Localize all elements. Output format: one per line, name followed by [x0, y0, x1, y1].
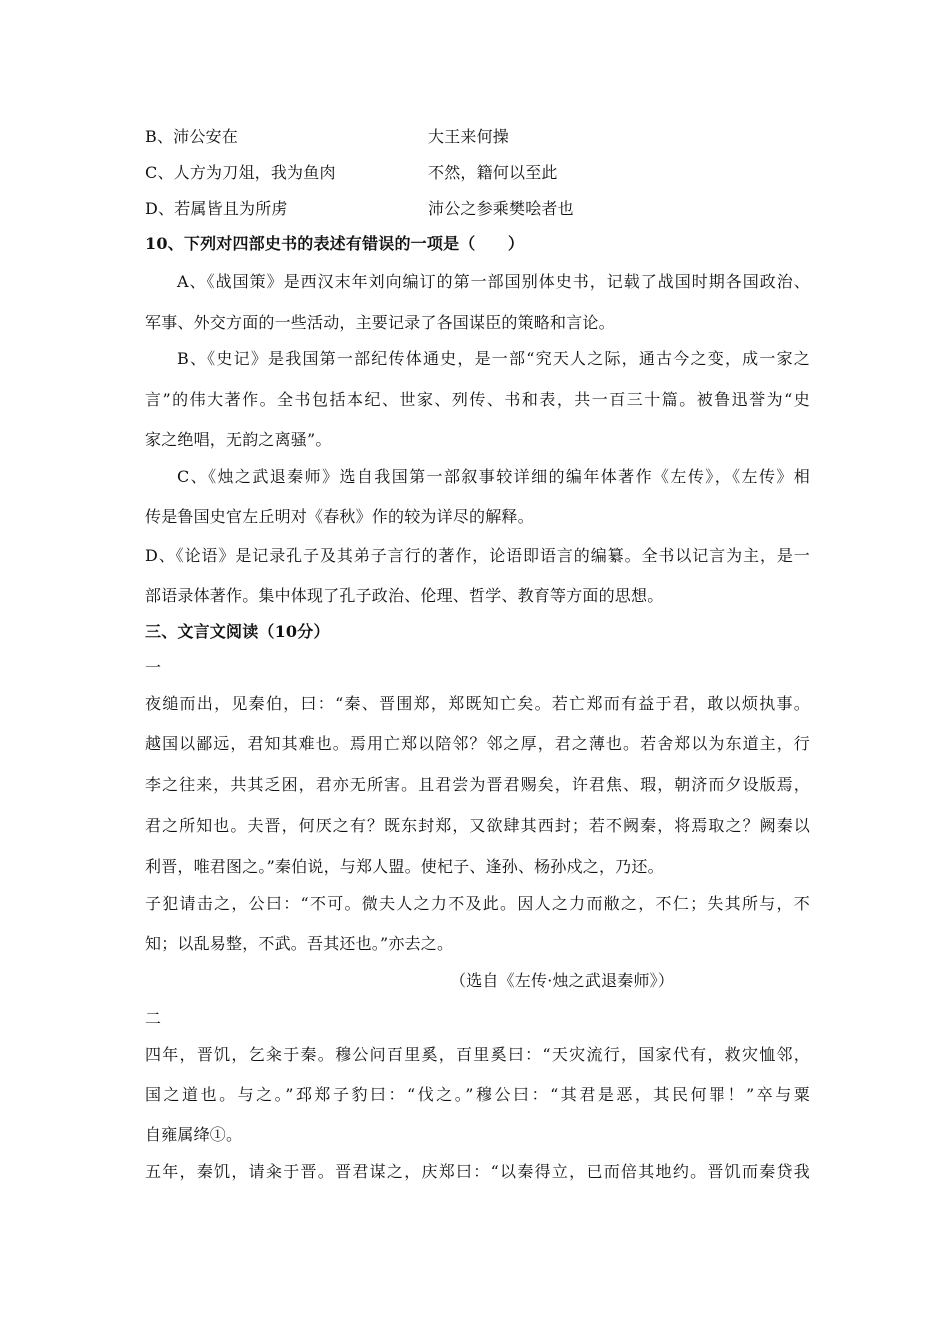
passage-1-p2-line-2: 知；以乱易整，不武。吾其还也。”亦去之。: [145, 934, 454, 953]
q9-option-c-row: [145, 163, 810, 183]
passage-2-p1-line-2: 国之道也。与之。”邳郑子豹曰：“伐之。”穆公曰：“其君是恶，其民何罪！”卒与粟: [145, 1085, 810, 1104]
q10-option-d-line-1: D、《论语》是记录孔子及其弟子言行的著作，论语即语言的编纂。全书以记言为主，是一: [145, 546, 810, 565]
passage-1-p1-line-5: 利晋，唯君图之。”秦伯说，与郑人盟。使杞子、逢孙、杨孙戍之，乃还。: [145, 857, 664, 876]
passage-1-p2-line-1: 子犯请击之，公曰：“不可。微夫人之力不及此。因人之力而敝之，不仁；失其所与，不: [145, 894, 810, 913]
q9-option-d-row: [145, 199, 810, 219]
q10-option-c-line-1: C、《烛之武退秦师》选自我国第一部叙事较详细的编年体著作《左传》，《左传》相: [177, 467, 810, 486]
q10-option-b-line-3: 家之绝唱，无韵之离骚”。: [145, 430, 332, 449]
passage-1-p1-line-2: 越国以鄙远，君知其难也。焉用亡郑以陪邻？邻之厚，君之薄也。若舍郑以为东道主，行: [145, 734, 810, 753]
q9-option-b-pair: 大王来何操: [428, 127, 510, 146]
q9-option-c-pair: 不然，籍何以至此: [428, 163, 558, 182]
q9-option-d-text: D、若属皆且为所虏: [145, 199, 288, 218]
passage-2-p1-line-3: 自雍属绛①。: [145, 1125, 243, 1144]
q10-option-d-line-2: 部语录体著作。集中体现了孔子政治、伦理、哲学、教育等方面的思想。: [145, 586, 664, 605]
q9-option-b-row: [145, 127, 810, 147]
passage-2-label: 二: [145, 1009, 162, 1028]
q9-option-c-text: C、人方为刀俎，我为鱼肉: [145, 163, 336, 182]
passage-1-p1-line-4: 君之所知也。夫晋，何厌之有？既东封郑，又欲肆其西封；若不阙秦，将焉取之？阙秦以: [145, 816, 810, 835]
q10-option-a-line-1: A、《战国策》是西汉末年刘向编订的第一部国别体史书，记载了战国时期各国政治、: [177, 272, 810, 291]
passage-1-p1-line-3: 李之往来，共其乏困，君亦无所害。且君尝为晋君赐矣，许君焦、瑕，朝济而夕设版焉，: [145, 775, 810, 794]
q9-option-d-pair: 沛公之参乘樊哙者也: [428, 199, 574, 218]
passage-1-p1-line-1: 夜缒而出，见秦伯，曰：“秦、晋围郑，郑既知亡矣。若亡郑而有益于君，敢以烦执事。: [145, 694, 810, 713]
q9-option-b-text: B、沛公安在: [145, 127, 238, 146]
q10-option-a-line-2: 军事、外交方面的一些活动，主要记录了各国谋臣的策略和言论。: [145, 313, 615, 332]
passage-1-label: 一: [145, 658, 162, 677]
q10-option-b-line-1: B、《史记》是我国第一部纪传体通史，是一部“究天人之际，通古今之变，成一家之: [177, 349, 810, 368]
q10-option-c-line-2: 传是鲁国史官左丘明对《春秋》作的较为详尽的解释。: [145, 507, 534, 526]
q10-option-b-line-2: 言”的伟大著作。全书包括本纪、世家、列传、书和表，共一百三十篇。被鲁迅誉为“史: [145, 390, 810, 409]
passage-2-p1-line-1: 四年，晋饥，乞籴于秦。穆公问百里奚，百里奚曰：“天灾流行，国家代有，救灾恤邻，: [145, 1045, 810, 1064]
passage-2-p2-line-1: 五年，秦饥，请籴于晋。晋君谋之，庆郑曰：“以秦得立，已而倍其地约。晋饥而秦贷我: [145, 1162, 810, 1181]
q10-stem: 10、下列对四部史书的表述有错误的一项是（ ）: [145, 234, 525, 253]
passage-1-source: （选自《左传·烛之武退秦师》）: [450, 971, 675, 990]
section-3-heading: 三、文言文阅读（10分）: [145, 622, 330, 641]
